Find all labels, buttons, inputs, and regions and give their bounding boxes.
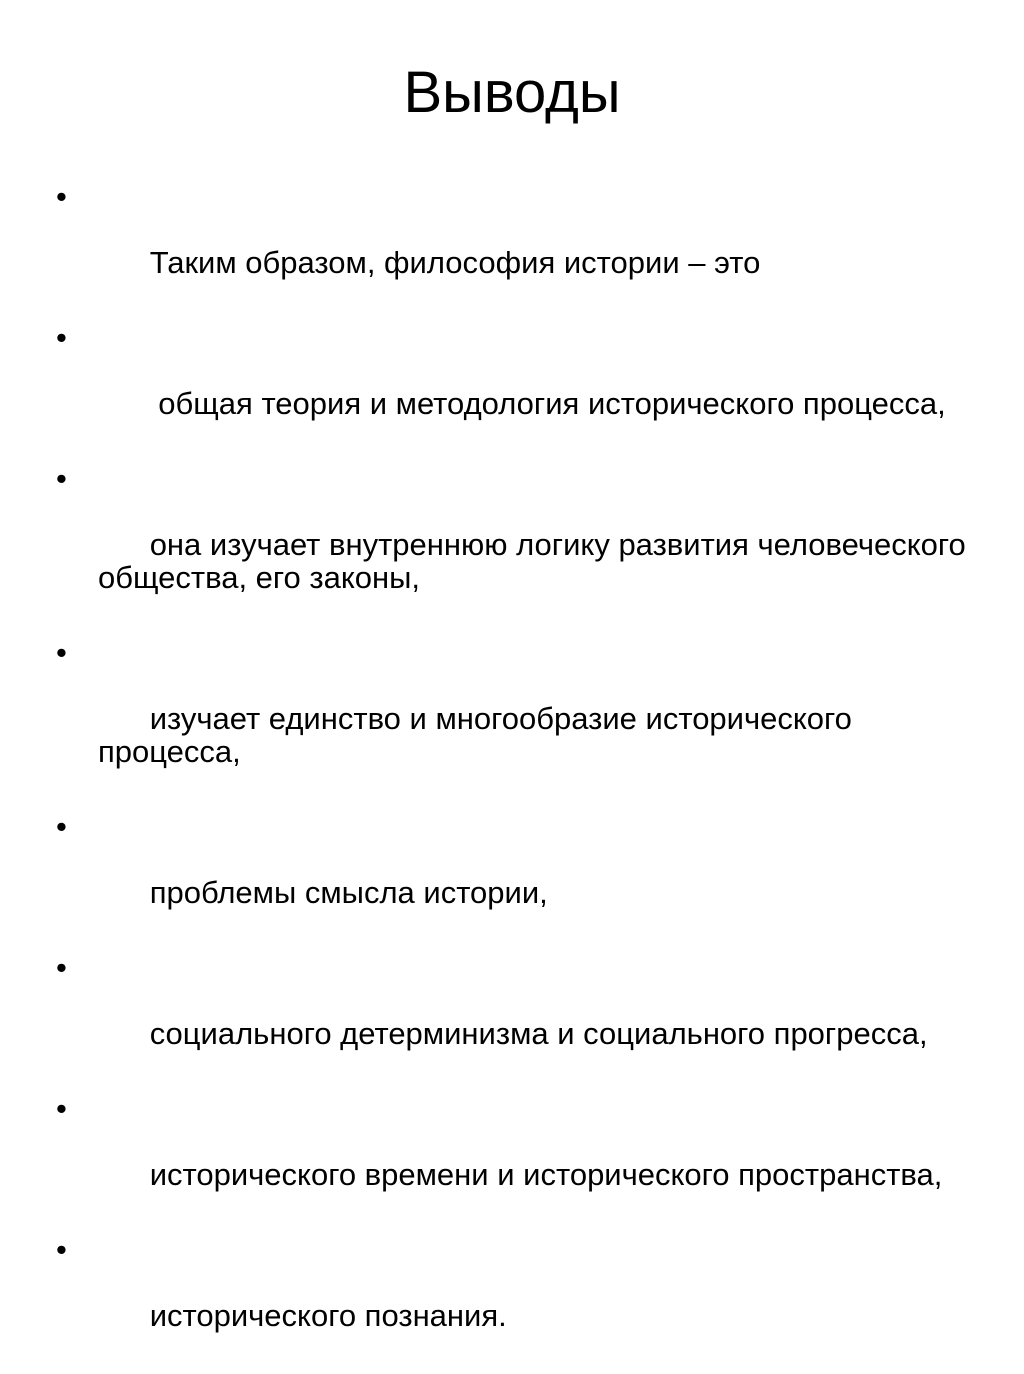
bullet-text: общая теория и методология исторического процесса, [149, 386, 946, 421]
bullet-marker: • [56, 809, 67, 844]
bullet-text: социального детерминизма и социального прогресса, [149, 1016, 928, 1051]
bullet-marker: • [56, 179, 67, 214]
bullet-item [56, 636, 996, 801]
bullet-item [56, 180, 996, 312]
bullet-item [56, 321, 996, 453]
bullet-marker: • [56, 320, 67, 355]
bullet-marker: • [56, 950, 67, 985]
bullet-item [56, 462, 996, 627]
bullet-text: исторического познания. [149, 1298, 507, 1333]
bullet-item [56, 951, 996, 1083]
bullet-item [56, 1092, 996, 1224]
slide-title: Выводы [403, 60, 621, 125]
bullet-list [56, 180, 996, 1374]
bullet-text: исторического времени и исторического пространства, [149, 1157, 943, 1192]
bullet-item [56, 1233, 996, 1365]
bullet-text: изучает единство и многообразие исторического процесса, [98, 701, 861, 769]
bullet-text: проблемы смысла истории, [149, 875, 548, 910]
bullet-marker: • [56, 461, 67, 496]
bullet-text: она изучает внутреннюю логику развития человеческого общества, его законы, [98, 527, 975, 595]
bullet-text: Таким образом, философия истории – это [149, 245, 761, 280]
bullet-marker: • [56, 1232, 67, 1267]
bullet-item [56, 810, 996, 942]
bullet-marker: • [56, 635, 67, 670]
bullet-marker: • [56, 1091, 67, 1126]
